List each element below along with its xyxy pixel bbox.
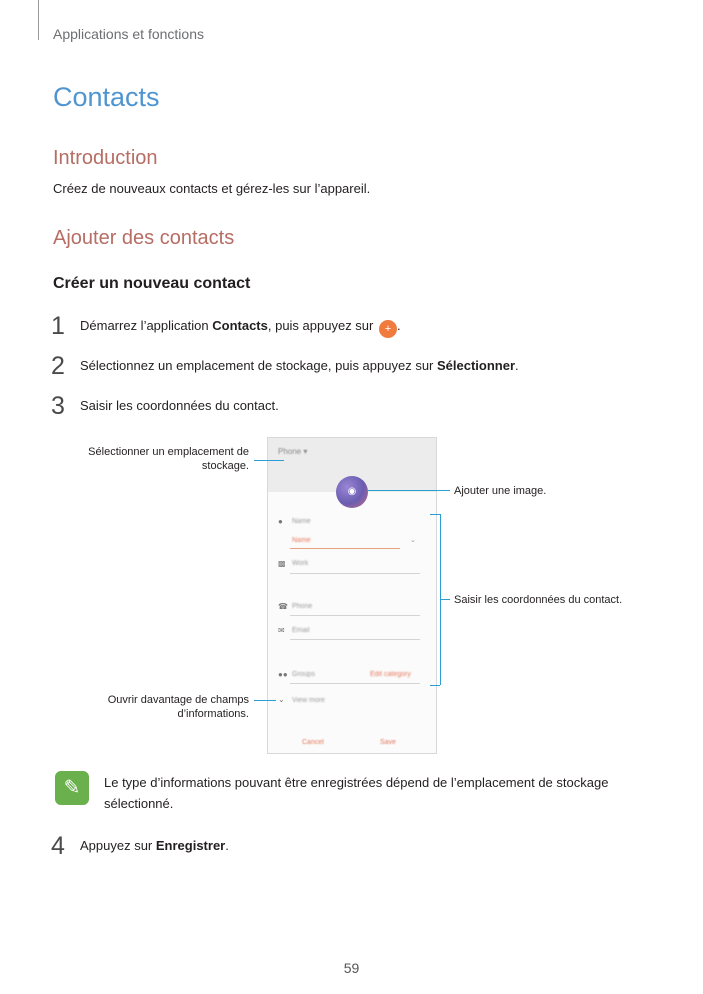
camera-icon[interactable]: ◉	[336, 476, 368, 508]
email-icon: ✉	[278, 626, 285, 635]
field-label: Name	[292, 518, 311, 525]
section-header: Applications et fonctions	[53, 26, 204, 42]
add-contact-icon: +	[379, 320, 397, 338]
callout-more-fields: Ouvrir davantage de champs d’informations.	[107, 694, 249, 720]
chevron-down-icon: ⌄	[410, 537, 416, 544]
chevron-down-icon[interactable]: ⌄	[278, 695, 285, 704]
add-contacts-heading: Ajouter des contacts	[53, 227, 235, 249]
email-field-line[interactable]	[290, 639, 420, 640]
step-number: 2	[51, 352, 65, 380]
page-title: Contacts	[53, 82, 160, 112]
callout-details: Saisir les coordonnées du contact.	[454, 594, 623, 606]
phone-icon: ☎	[278, 602, 288, 611]
callout-bracket	[430, 514, 440, 515]
step-number: 4	[51, 832, 65, 860]
header-rule	[38, 0, 39, 40]
step-3-text: Saisir les coordonnées du contact.	[80, 398, 279, 413]
groups-icon: ●●	[278, 670, 288, 679]
callout-storage: Sélectionner un emplacement de stockage.	[88, 446, 249, 472]
cancel-button[interactable]: Cancel	[302, 739, 324, 746]
callout-line	[254, 700, 276, 701]
intro-text: Créez de nouveaux contacts et gérez-les sur l’appareil.	[53, 181, 371, 196]
storage-selector[interactable]: Phone ▾	[278, 447, 308, 456]
phone-field-line[interactable]	[290, 615, 420, 616]
step-1-text: Démarrez l’application Contacts, puis appuyez sur + .	[80, 317, 401, 338]
field-label: Email	[292, 627, 310, 634]
callout-image: Ajouter une image.	[454, 485, 547, 497]
callout-line	[368, 490, 450, 491]
phone-screenshot	[267, 437, 437, 754]
new-contact-subheading: Créer un nouveau contact	[53, 275, 251, 292]
step-2-text: Sélectionnez un emplacement de stockage, puis appuyez sur Sélectionner.	[80, 358, 519, 373]
callout-line	[440, 599, 450, 600]
work-field-line[interactable]	[290, 573, 420, 574]
groups-field-line[interactable]	[290, 683, 420, 684]
field-label: Work	[292, 560, 309, 567]
name-field-line[interactable]	[290, 548, 400, 549]
view-more-button[interactable]: View more	[292, 697, 325, 704]
field-label: Phone	[292, 603, 313, 610]
note-text: Le type d’informations pouvant être enregistrées dépend de l’emplacement de stockage sélectionné.	[104, 775, 609, 811]
step-4-text: Appuyez sur Enregistrer.	[80, 838, 229, 853]
page-number: 59	[343, 960, 360, 976]
callout-line	[254, 460, 284, 461]
callout-bracket	[430, 685, 440, 686]
step-number: 1	[51, 312, 65, 340]
intro-heading: Introduction	[53, 147, 158, 169]
step-number: 3	[51, 392, 65, 420]
save-button[interactable]: Save	[380, 739, 396, 746]
field-label: Name	[292, 537, 311, 544]
work-icon: ▩	[278, 559, 286, 568]
edit-category-button[interactable]: Edit category	[370, 671, 411, 678]
field-label: Groups	[292, 671, 315, 678]
person-icon: ●	[278, 517, 283, 526]
note-pencil-icon: ✎	[55, 771, 89, 805]
